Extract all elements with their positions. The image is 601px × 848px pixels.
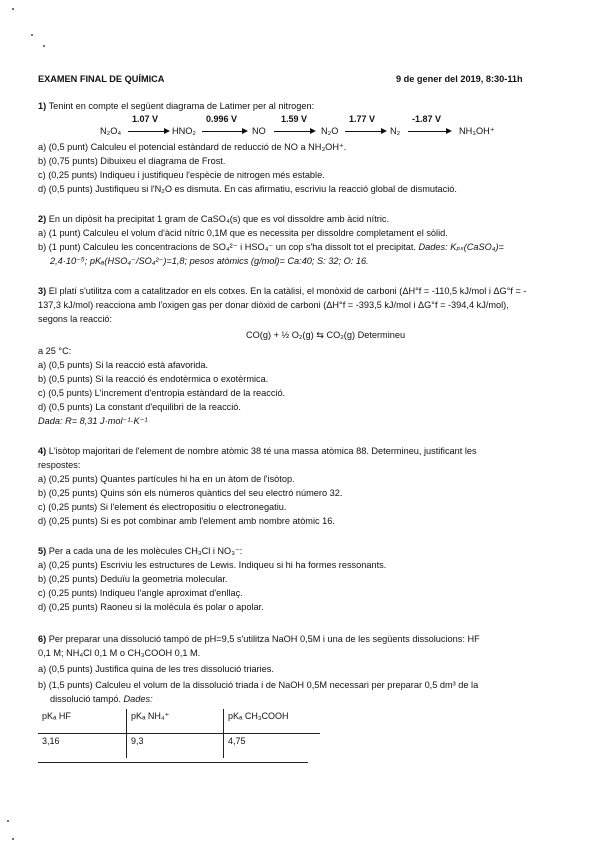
q2-data: 2,4·10⁻⁵; pKₐ(HSO₄⁻/SO₄²⁻)=1,8; pesos atòmics (g/mol)= Ca:40; S: 32; O: 16. — [50, 256, 369, 266]
q5-statement: 5) Per a cada una de les molècules CH₃Cl i NO₃⁻: — [38, 546, 243, 556]
latimer-potential: 1.07 V — [132, 114, 159, 124]
latimer-species: N₂O — [321, 126, 339, 136]
latimer-arrow — [408, 131, 450, 132]
latimer-species: HNO₂ — [172, 126, 196, 136]
q3-part-b: b) (0,5 punts) Si la reacció és endotèrmica o exotèrmica. — [38, 374, 269, 384]
scan-speck — [31, 34, 33, 36]
q3-statement-2: 137,3 kJ/mol) reacciona amb l'oxigen gas per donar diòxid de carboni (ΔH°f = -393,5 kJ/mol i ΔG°f = -394,4 kJ/mol), — [38, 300, 509, 310]
q3-temperature: a 25 °C: — [38, 346, 72, 356]
exam-title: EXAMEN FINAL DE QUÍMICA — [38, 74, 165, 84]
q2-part-b: b) (1 punt) Calculeu les concentracions de SO₄²⁻ i HSO₄⁻ un cop s'ha dissolt tot el precipitat. Dades: Kₚₛ(CaSO₄)= — [38, 242, 504, 252]
q6-part-b-2: dissolució tampó. Dades: — [50, 694, 153, 704]
q6-statement-2: 0,1 M; NH₄Cl 0,1 M o CH₃COOH 0,1 M. — [38, 648, 201, 658]
latimer-species: N₂O₄ — [100, 126, 122, 136]
q3-part-a: a) (0,5 punts) Si la reacció està afavorida. — [38, 360, 209, 370]
q5-part-a: a) (0,25 punts) Escriviu les estructures de Lewis. Indiqueu si hi ha formes ressonants. — [38, 560, 387, 570]
latimer-potential: -1.87 V — [412, 114, 442, 124]
pka-value-acetic: 4,75 — [228, 736, 246, 746]
q6-part-a: a) (0,5 punts) Justifica quina de les tres dissolució triaries. — [38, 664, 274, 674]
q1-part-d: d) (0,5 punts) Justifiqueu si l'N₂O es dismuta. En cas afirmatiu, escriviu la reacció global de dismutació. — [38, 184, 457, 194]
q3-statement-3: segons la reacció: — [38, 314, 113, 324]
scan-speck — [12, 838, 14, 840]
pka-table-header-row — [38, 709, 320, 734]
latimer-species: NH₃OH⁺ — [459, 126, 495, 136]
pka-table — [38, 709, 320, 758]
q1-part-b: b) (0,75 punts) Dibuixeu el diagrama de Frost. — [38, 156, 226, 166]
exam-date: 9 de gener del 2019, 8:30-11h — [396, 74, 523, 84]
pka-table-value-row — [38, 734, 320, 759]
q5-part-b: b) (0,25 punts) Deduïu la geometria molecular. — [38, 574, 228, 584]
latimer-potential: 1.59 V — [281, 114, 308, 124]
pka-value-nh4: 9,3 — [127, 734, 224, 759]
q6-statement-1: 6) Per preparar una dissolució tampó de pH=9,5 s'utilitza NaOH 0,5M i una de les següents dissolucions: HF — [38, 634, 480, 644]
latimer-arrow — [274, 131, 314, 132]
q4-part-b: b) (0,25 punts) Quins són els números quàntics del seu electró número 32. — [38, 488, 343, 498]
q4-part-d: d) (0,25 punts) Si es pot combinar amb l'element amb nombre atòmic 16. — [38, 516, 335, 526]
q1-part-c: c) (0,25 punts) Indiqueu i justifiqueu l'espècie de nitrogen més estable. — [38, 170, 325, 180]
latimer-arrow — [202, 131, 246, 132]
latimer-species: N₂ — [390, 126, 401, 136]
latimer-arrow — [128, 131, 168, 132]
scan-speck — [43, 45, 45, 47]
scan-speck — [7, 820, 9, 822]
q1-statement: 1) Tenint en compte el següent diagrama de Latimer per al nitrogen: — [38, 101, 315, 111]
q6-part-b-1: b) (1,5 punts) Calculeu el volum de la dissolució triada i de NaOH 0,5M necessari per preparar 0,5 dm³ de la — [38, 680, 479, 690]
q3-data: Dada: R= 8,31 J·mol⁻¹·K⁻¹ — [38, 416, 148, 426]
q4-part-c: c) (0,25 punts) Si l'element és electropositiu o electronegatiu. — [38, 502, 287, 512]
q5-part-c: c) (0,25 punts) Indiqueu l'angle aproximat d'enllaç. — [38, 588, 243, 598]
q4-statement-1: 4) L'isòtop majoritari de l'element de nombre atòmic 38 té una massa atòmica 88. Determineu, justificant les — [38, 446, 477, 456]
latimer-potential: 1.77 V — [349, 114, 376, 124]
q3-reaction: CO(g) + ½ O₂(g) ⇆ CO₂(g) Determineu — [246, 330, 406, 340]
pka-table-bottom-rule — [38, 762, 308, 763]
q2-statement: 2) En un dipòsit ha precipitat 1 gram de CaSO₄(s) que es vol dissoldre amb àcid nítric. — [38, 214, 390, 224]
latimer-potential: 0.996 V — [206, 114, 238, 124]
scan-speck — [12, 8, 14, 10]
q5-part-d: d) (0,25 punts) Raoneu si la molècula és polar o apolar. — [38, 602, 264, 612]
pka-header-hf: pKₐ HF — [38, 709, 127, 734]
q3-statement-1: 3) El platí s'utilitza com a catalitzador en els cotxes. En la catàlisi, el monòxid de carboni (ΔH°f = -110,5 kJ/mol i ΔG°f = - — [38, 286, 527, 296]
pka-header-acetic: pKₐ CH₃COOH — [224, 709, 321, 734]
q1-part-a: a) (0,5 punt) Calculeu el potencial estàndard de reducció de NO a NH₃OH⁺. — [38, 142, 347, 152]
pka-value-hf: 3,16 — [38, 734, 127, 759]
q4-statement-2: respostes: — [38, 460, 81, 470]
latimer-species: NO — [252, 126, 266, 136]
latimer-arrow — [345, 131, 385, 132]
q3-part-c: c) (0,5 punts) L'increment d'entropia estàndard de la reacció. — [38, 388, 286, 398]
q4-part-a: a) (0,25 punts) Quantes partícules hi ha en un àtom de l'isòtop. — [38, 474, 295, 484]
q3-part-d: d) (0,5 punts) La constant d'equilibri de la reacció. — [38, 402, 241, 412]
pka-header-nh4: pKₐ NH₄⁺ — [127, 709, 224, 734]
q2-part-a: a) (1 punt) Calculeu el volum d'àcid nítric 0,1M que es necessita per dissoldre completament el sòlid. — [38, 228, 448, 238]
